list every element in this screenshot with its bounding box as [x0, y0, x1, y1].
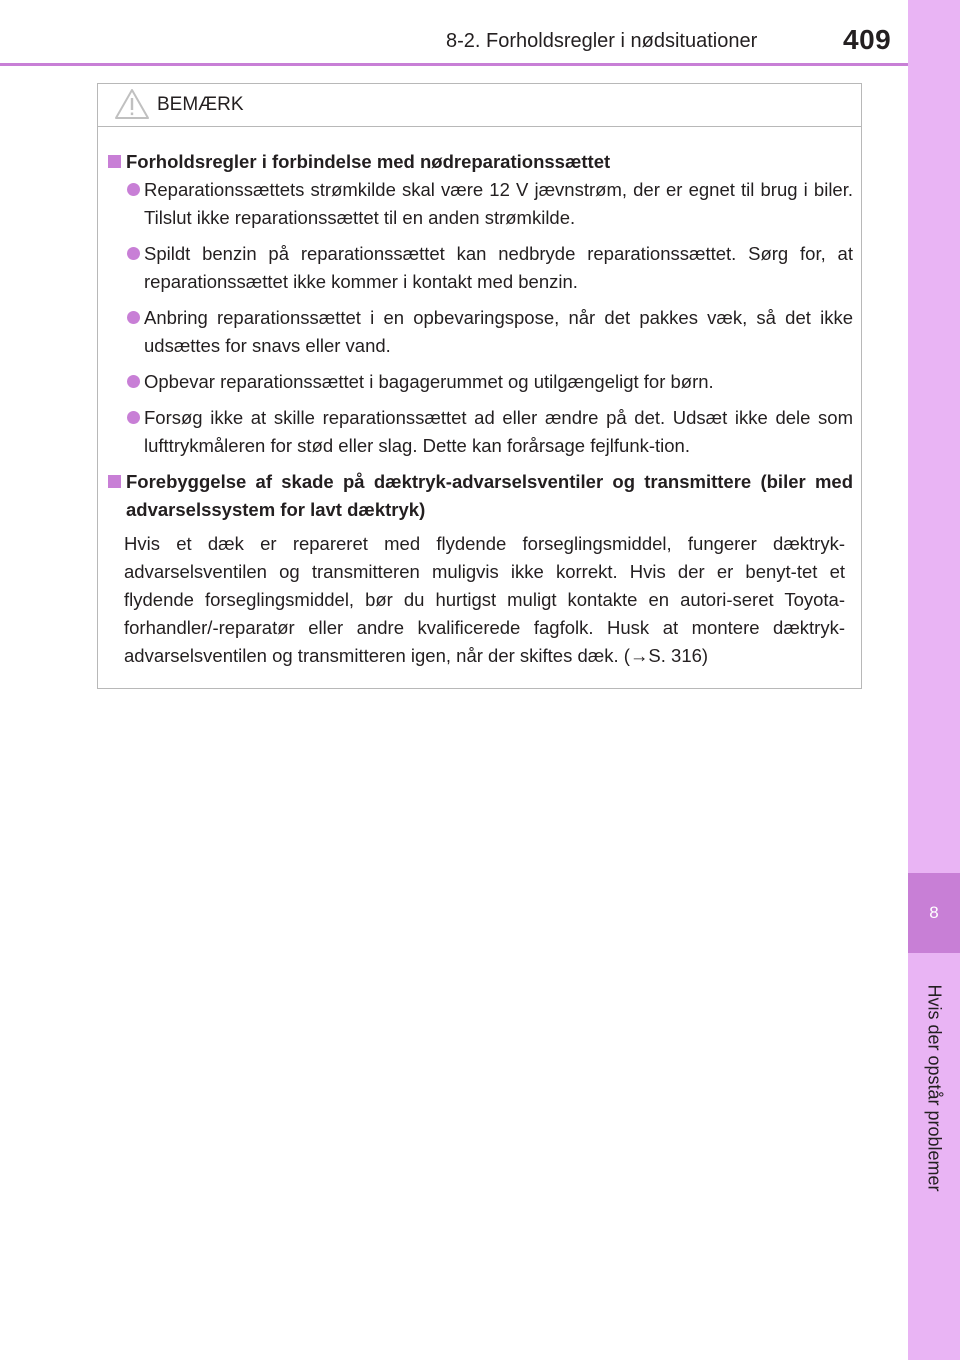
section-paragraph: Hvis et dæk er repareret med flydende forseglingsmiddel, fungerer dæktryk-advarselsventilen og transmitteren muligvis ikke korrekt. Hvis der er benyt-tet et flydende forseglingsmiddel, bør du hurtigst muligt kontakte en autori-seret Toyota-forhandler/-reparatør eller andre kvalificerede fagfolk. Husk at montere dæktryk-advarselsventilen og transmitteren igen, når der skiftes dæk. (→S. 316)	[124, 533, 845, 666]
square-bullet-icon	[108, 155, 121, 168]
list-item: Reparationssættets strømkilde skal være 12 V jævnstrøm, der er egnet til brug i biler. Tilslut ikke reparationssættet til en anden strømkilde.	[98, 176, 861, 232]
round-bullet-icon	[127, 183, 140, 196]
page-number: 409	[843, 24, 892, 55]
square-bullet-icon	[108, 475, 121, 488]
list-item: Spildt benzin på reparationssættet kan nedbryde reparationssættet. Sørg for, at reparationssættet ikke kommer i kontakt med benzin.	[98, 240, 861, 296]
section-heading: Forholdsregler i forbindelse med nødreparationssættet	[98, 148, 861, 176]
round-bullet-icon	[127, 247, 140, 260]
round-bullet-icon	[127, 375, 140, 388]
notice-box	[97, 83, 862, 689]
notice-title: BEMÆRK	[157, 94, 244, 115]
chapter-number-tab: 8	[908, 873, 960, 953]
warning-triangle-icon	[114, 88, 150, 120]
list-item: Opbevar reparationssættet i bagagerummet og utilgængeligt for børn.	[98, 368, 861, 396]
notice-content	[98, 148, 861, 670]
chapter-label: Hvis der opstår problemer	[924, 984, 945, 1192]
section-heading: Forebyggelse af skade på dæktryk-advarselsventiler og transmittere (biler med advarselssystem for lavt dæktryk)	[98, 468, 861, 524]
list-item: Forsøg ikke at skille reparationssættet ad eller ændre på det. Udsæt ikke dele som lufttrykmåleren for stød eller slag. Dette kan forårsage fejlfunk-tion.	[98, 404, 861, 460]
round-bullet-icon	[127, 311, 140, 324]
section-title: 8-2. Forholdsregler i nødsituationer	[446, 30, 758, 52]
list-item: Anbring reparationssættet i en opbevaringspose, når det pakkes væk, så det ikke udsættes for snavs eller vand.	[98, 304, 861, 360]
header-rule	[0, 63, 908, 66]
round-bullet-icon	[127, 411, 140, 424]
notice-header	[98, 84, 861, 127]
